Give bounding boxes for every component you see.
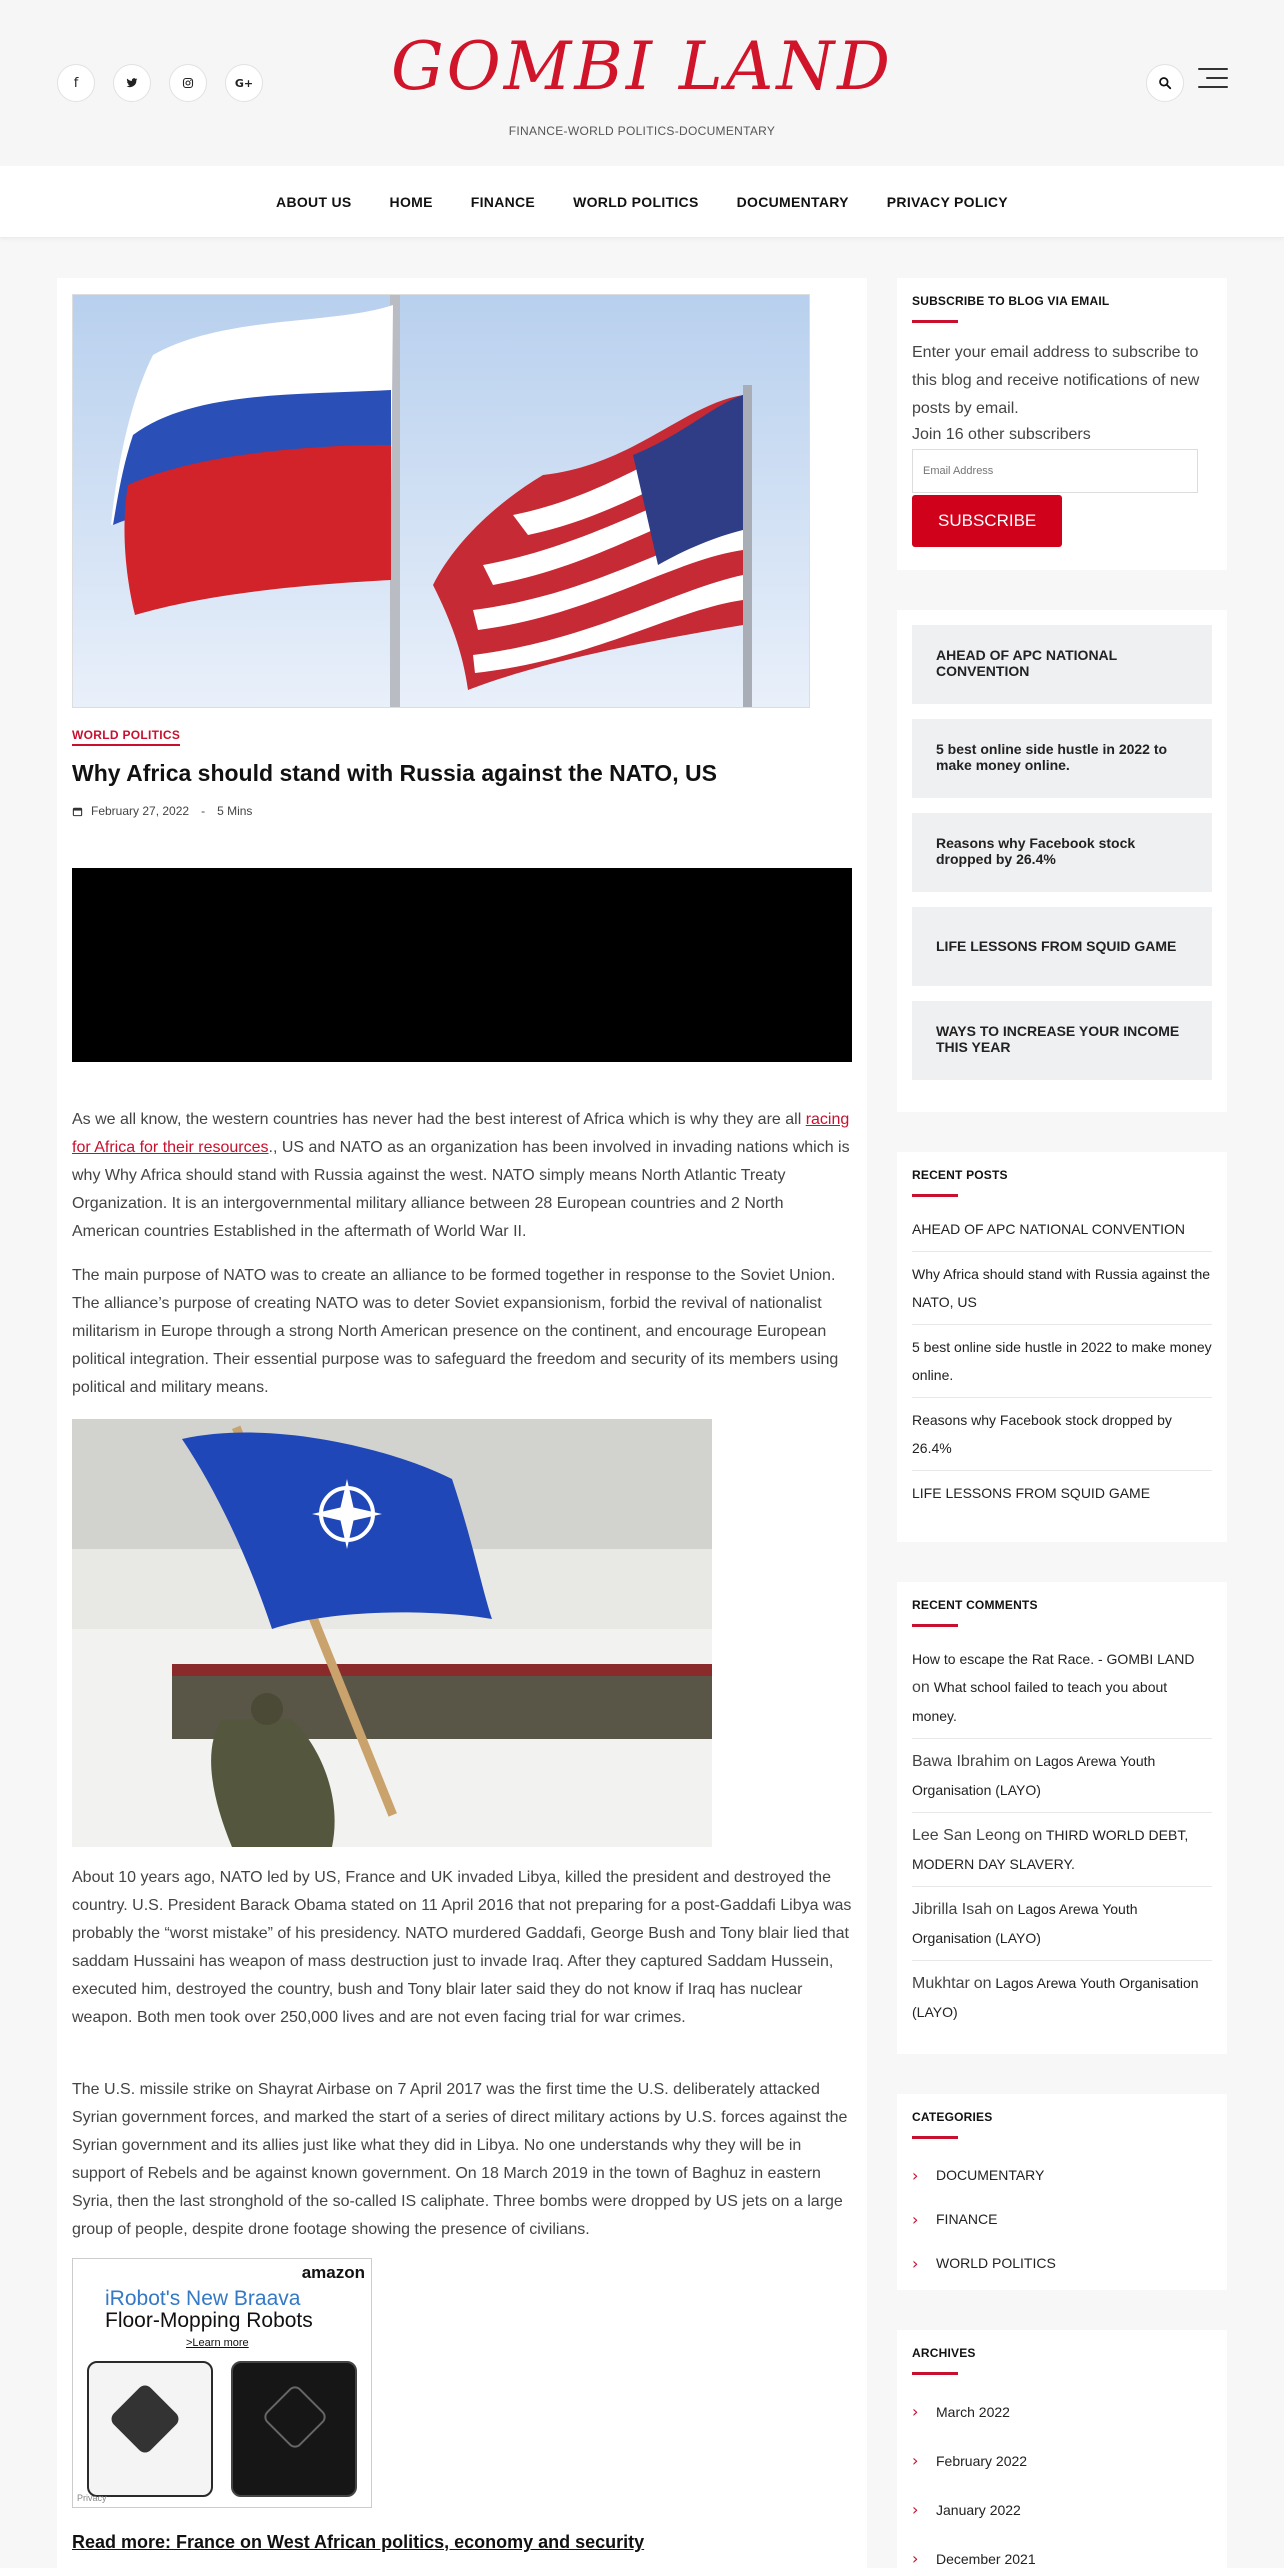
featured-posts-widget: [897, 610, 1227, 1112]
widget-title: RECENT COMMENTS: [912, 1598, 1038, 1612]
recent-posts-list: [912, 1207, 1212, 1515]
site-tagline: FINANCE-WORLD POLITICS-DOCUMENTARY: [508, 124, 776, 138]
calendar-icon: [72, 806, 83, 817]
paragraph-text: ., US and NATO as an organization has been involved in invading nations which is why Why Africa should stand with Russia against the west. NATO simply means North Atlantic Treaty Organization. It is an intergovernmental military alliance between 28 European countries and 2 North American countries Established in the aftermath of World War II.: [72, 1139, 850, 1240]
archive-link[interactable]: [912, 2534, 1212, 2568]
article-meta: [72, 804, 252, 818]
category-link-documentary[interactable]: [912, 2153, 1212, 2197]
search-icon[interactable]: [1146, 64, 1184, 102]
google-plus-icon[interactable]: G+: [225, 64, 263, 102]
read-more-link[interactable]: Read more: France on West African politics, economy and security: [72, 2532, 645, 2552]
featured-post-card[interactable]: AHEAD OF APC NATIONAL CONVENTION: [912, 625, 1212, 704]
archive-link[interactable]: [912, 2436, 1212, 2485]
nav-item-home[interactable]: HOME: [389, 193, 433, 210]
comment-post-link[interactable]: Lagos Arewa Youth Organisation (LAYO): [912, 1901, 1138, 1946]
chevron-right-icon: ›: [912, 2253, 919, 2273]
comment-post-link[interactable]: Lagos Arewa Youth Organisation (LAYO): [912, 1753, 1156, 1798]
nav-item-about-us[interactable]: ABOUT US: [276, 193, 352, 210]
subscribe-description: Enter your email address to subscribe to this blog and receive notifications of new posts by email.: [912, 344, 1200, 417]
comment-on-label: on: [1013, 1753, 1032, 1770]
categories-list: [912, 2153, 1212, 2285]
comment-author: Mukhtar: [912, 1975, 970, 1992]
categories-widget: [897, 2094, 1227, 2290]
category-link-finance[interactable]: [912, 2197, 1212, 2241]
ad-headline-2: Floor-Mopping Robots: [105, 2309, 313, 2332]
comment-item: [912, 1813, 1212, 1887]
nav-item-documentary[interactable]: DOCUMENTARY: [736, 193, 849, 210]
archive-label: March 2022: [936, 2403, 1010, 2420]
featured-post-card[interactable]: Reasons why Facebook stock dropped by 26.4%: [912, 813, 1212, 892]
widget-title: SUBSCRIBE TO BLOG VIA EMAIL: [912, 294, 1110, 308]
email-input[interactable]: [912, 449, 1198, 493]
main-navigation: [0, 166, 1284, 238]
recent-post-link[interactable]: LIFE LESSONS FROM SQUID GAME: [912, 1485, 1151, 1501]
featured-post-card[interactable]: LIFE LESSONS FROM SQUID GAME: [912, 907, 1212, 986]
nato-flag-image: [72, 1419, 712, 1847]
widget-title: ARCHIVES: [912, 2346, 976, 2360]
archive-label: February 2022: [936, 2452, 1028, 2469]
recent-comments-list: [912, 1637, 1212, 2034]
robot-black-image: [231, 2361, 357, 2497]
archive-label: January 2022: [936, 2501, 1021, 2518]
article-read-time: 5 Mins: [217, 804, 253, 818]
category-label: WORLD POLITICS: [936, 2255, 1056, 2271]
robot-white-image: [87, 2361, 213, 2497]
article-category[interactable]: WORLD POLITICS: [72, 728, 180, 746]
widget-title: RECENT POSTS: [912, 1168, 1008, 1182]
comment-author: Jibrilla Isah: [912, 1901, 993, 1918]
inline-article-link[interactable]: racing for Africa for their resources: [72, 1111, 850, 1156]
recent-post-link[interactable]: Reasons why Facebook stock dropped by 26.4%: [912, 1398, 1212, 1471]
comment-post-link[interactable]: Lagos Arewa Youth Organisation (LAYO): [912, 1975, 1199, 2020]
subscribe-widget: [897, 278, 1227, 570]
paragraph-text: As we all know, the western countries has never had the best interest of Africa which is why they are all: [72, 1111, 806, 1128]
nav-item-privacy-policy[interactable]: PRIVACY POLICY: [886, 193, 1008, 210]
chevron-right-icon: ›: [912, 2165, 919, 2185]
category-label: FINANCE: [936, 2211, 998, 2227]
ad-brand: amazon: [301, 2263, 365, 2282]
hamburger-menu-icon[interactable]: [1198, 68, 1228, 92]
title-underline: [912, 320, 958, 323]
title-underline: [912, 1194, 958, 1197]
subscribe-button[interactable]: SUBSCRIBE: [912, 495, 1062, 547]
nav-item-finance[interactable]: FINANCE: [470, 193, 536, 210]
title-underline: [912, 2372, 958, 2375]
chevron-right-icon: ›: [912, 2402, 919, 2421]
nav-item-world-politics[interactable]: WORLD POLITICS: [573, 193, 699, 210]
meta-separator: -: [201, 804, 206, 818]
title-underline: [912, 2136, 958, 2139]
widget-title: CATEGORIES: [912, 2110, 993, 2124]
comment-item: [912, 1739, 1212, 1813]
comment-on-label: on: [973, 1975, 992, 1992]
comment-on-label: on: [995, 1901, 1014, 1918]
article-paragraph-1: [72, 1106, 852, 1246]
featured-post-card[interactable]: 5 best online side hustle in 2022 to make money online.: [912, 719, 1212, 798]
comment-author: Bawa Ibrahim: [912, 1753, 1010, 1770]
comment-author: Lee San Leong: [912, 1827, 1021, 1844]
embedded-video-player[interactable]: [72, 868, 852, 1062]
comment-item: [912, 1637, 1212, 1739]
comment-item: [912, 1887, 1212, 1961]
archive-link[interactable]: [912, 2387, 1212, 2436]
comment-post-link[interactable]: What school failed to teach you about money.: [912, 1679, 1168, 1724]
featured-image-flags: [72, 294, 810, 708]
comment-on-label: on: [912, 1679, 930, 1696]
featured-post-card[interactable]: WAYS TO INCREASE YOUR INCOME THIS YEAR: [912, 1001, 1212, 1080]
archives-list: [912, 2387, 1212, 2568]
facebook-icon[interactable]: f: [57, 64, 95, 102]
chevron-right-icon: ›: [912, 2549, 919, 2568]
site-header: [0, 0, 1284, 166]
article-title: Why Africa should stand with Russia against the NATO, US: [72, 760, 717, 786]
ad-privacy-label[interactable]: Privacy: [77, 2493, 107, 2503]
recent-post-link[interactable]: AHEAD OF APC NATIONAL CONVENTION: [912, 1207, 1212, 1252]
site-logo[interactable]: GOMBI LAND: [390, 28, 894, 105]
recent-posts-widget: [897, 1152, 1227, 1542]
archives-widget: [897, 2330, 1227, 2568]
title-underline: [912, 1624, 958, 1627]
archive-link[interactable]: [912, 2485, 1212, 2534]
archive-label: December 2021: [936, 2550, 1036, 2567]
comment-author-link[interactable]: How to escape the Rat Race. - GOMBI LAND: [912, 1651, 1195, 1667]
article-paragraph-4: The U.S. missile strike on Shayrat Airbase on 7 April 2017 was the first time the U.S. deliberately attacked Syrian government forces, and marked the start of a series of direct military actions by U.S. forces against the Syrian government and its allies just like what they did in Libya. No one understands why they will be in support of Rebels and be against known government. On 18 March 2019 in the town of Baghuz in eastern Syria, then the last stronghold of the so-called IS caliphate. Three bombs were dropped by US jets on a large group of people, despite drone footage showing the presence of civilians.: [72, 2081, 848, 2238]
article-paragraph-3: About 10 years ago, NATO led by US, France and UK invaded Libya, killed the president and destroyed the country. U.S. President Barack Obama stated on 11 April 2016 that not preparing for a post-Gaddafi Libya was probably the “worst mistake” of his presidency. NATO murdered Gaddafi, George Bush and Tony blair lied that saddam Hussaini has weapon of mass destruction just to invade Iraq. After they captured Saddam Hussein, executed him, destroyed the country, bush and Tony blair later said they do not know if Iraq has nuclear weapon. Both men took over 250,000 lives and are not even facing trial for war crimes.: [72, 1869, 852, 2026]
article-paragraph-2: The main purpose of NATO was to create an alliance to be formed together in response to the Soviet Union. The alliance’s purpose of creating NATO was to deter Soviet expansionism, forbid the revival of nationalist militarism in Europe through a strong North American presence on the continent, and encourage European political integration. Their essential purpose was to safeguard the freedom and security of its members using political and military means.: [72, 1267, 839, 1396]
comment-post-link[interactable]: THIRD WORLD DEBT, MODERN DAY SLAVERY.: [912, 1827, 1189, 1872]
subscriber-count: Join 16 other subscribers: [912, 426, 1091, 443]
comment-item: [912, 1961, 1212, 2034]
ad-headline-1: iRobot's New Braava: [105, 2287, 301, 2310]
chevron-right-icon: ›: [912, 2451, 919, 2470]
article-date: February 27, 2022: [91, 804, 190, 818]
recent-comments-widget: [897, 1582, 1227, 2054]
chevron-right-icon: ›: [912, 2209, 919, 2229]
category-label: DOCUMENTARY: [936, 2167, 1045, 2183]
recent-post-link[interactable]: 5 best online side hustle in 2022 to make money online.: [912, 1325, 1212, 1398]
category-link-world-politics[interactable]: [912, 2241, 1212, 2285]
chevron-right-icon: ›: [912, 2500, 919, 2519]
article-container: [57, 278, 867, 2568]
amazon-ad-banner[interactable]: [72, 2258, 372, 2508]
recent-post-link[interactable]: Why Africa should stand with Russia against the NATO, US: [912, 1252, 1212, 1325]
ad-cta-link[interactable]: >Learn more: [186, 2337, 249, 2349]
comment-on-label: on: [1024, 1827, 1043, 1844]
